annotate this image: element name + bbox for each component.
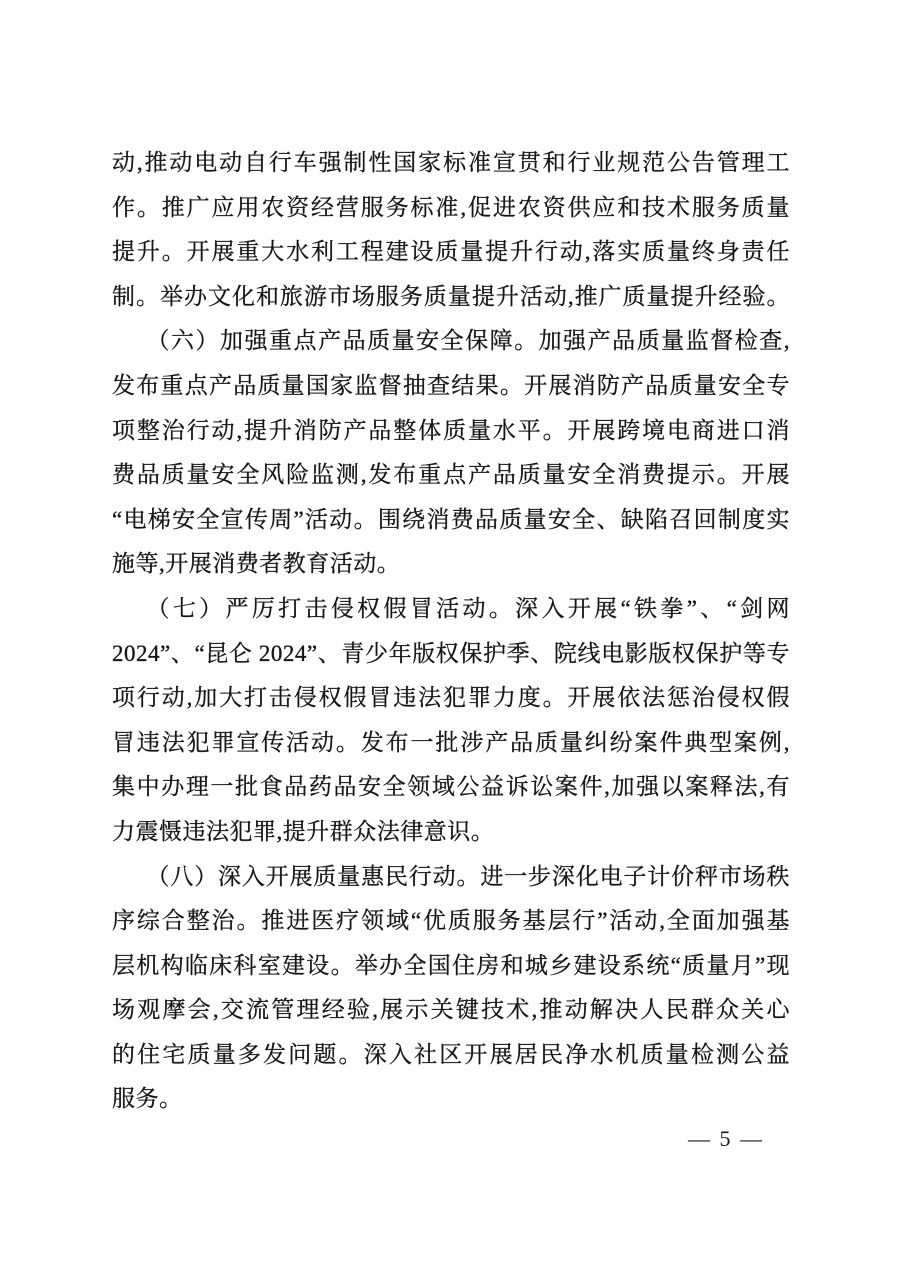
text-line: 费品质量安全风险监测,发布重点产品质量安全消费提示。开展 [112, 462, 790, 488]
text-line: 项整治行动,提升消防产品整体质量水平。开展跨境电商进口消 [112, 417, 790, 443]
text-line: （七）严厉打击侵权假冒活动。深入开展“铁拳”、“剑网 [146, 595, 790, 621]
text-line: 层机构临床科室建设。举办全国住房和城乡建设系统“质量月”现 [112, 952, 790, 978]
text-line: 动,推动电动自行车强制性国家标准宣贯和行业规范公告管理工 [112, 150, 790, 175]
text-line: 序综合整治。推进医疗领域“优质服务基层行”活动,全面加强基 [112, 908, 790, 934]
text-line: 的住宅质量多发问题。深入社区开展居民净水机质量检测公益 [112, 1041, 790, 1067]
text-line: 力震慑违法犯罪,提升群众法律意识。 [112, 818, 495, 844]
text-line: 作。推广应用农资经营服务标准,促进农资供应和技术服务质量 [112, 194, 790, 220]
text-line: “电梯安全宣传周”活动。围绕消费品质量安全、缺陷召回制度实 [112, 506, 790, 532]
document-body [112, 141, 790, 1122]
text-line: 项行动,加大打击侵权假冒违法犯罪力度。开展依法惩治侵权假 [112, 685, 790, 711]
text-line: 场观摩会,交流管理经验,展示关键技术,推动解决人民群众关心 [112, 997, 790, 1023]
text-line: （六）加强重点产品质量安全保障。加强产品质量监督检查, [146, 328, 790, 354]
text-line: 服务。 [112, 1086, 183, 1112]
text-line: 发布重点产品质量国家监督抽查结果。开展消防产品质量安全专 [112, 372, 790, 398]
text-line: 冒违法犯罪宣传活动。发布一批涉产品质量纠纷案件典型案例, [112, 729, 790, 755]
text-line: （八）深入开展质量惠民行动。进一步深化电子计价秤市场秩 [146, 863, 790, 889]
text-line: 施等,开展消费者教育活动。 [112, 551, 401, 577]
text-line: 集中办理一批食品药品安全领域公益诉讼案件,加强以案释法,有 [112, 774, 790, 800]
page-number: — 5 — [688, 1126, 764, 1151]
text-line: 2024”、“昆仑 2024”、青少年版权保护季、院线电影版权保护等专 [112, 640, 790, 666]
text-line: 制。举办文化和旅游市场服务质量提升活动,推广质量提升经验。 [112, 283, 790, 309]
text-line: 提升。开展重大水利工程建设质量提升行动,落实质量终身责任 [112, 239, 790, 265]
